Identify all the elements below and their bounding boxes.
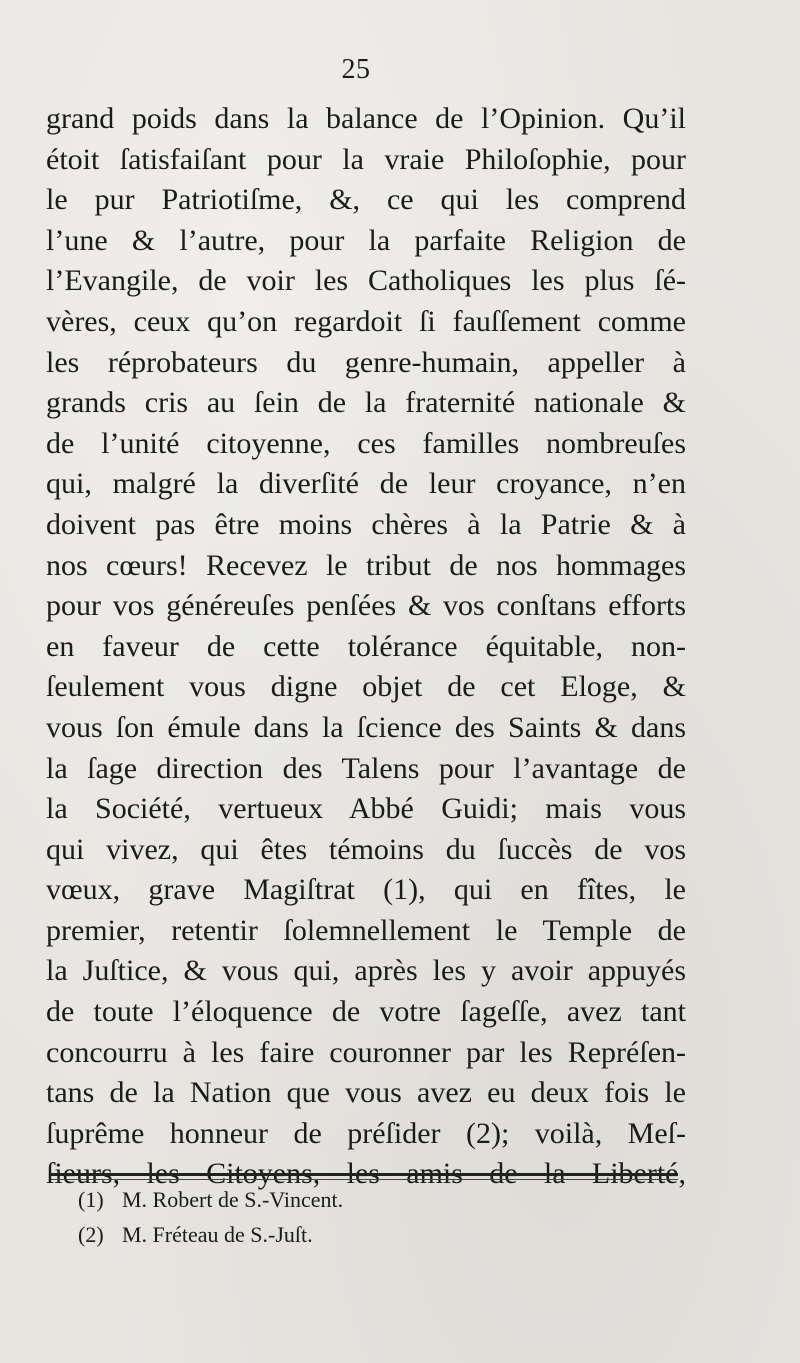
text-line: étoit ſatisfaiſant pour la vraie Philoſophie, pour bbox=[46, 142, 686, 176]
text-line: la Société, vertueux Abbé Guidi; mais vous bbox=[46, 792, 686, 826]
text-line: ſeulement vous digne objet de cet Eloge, & bbox=[46, 670, 686, 704]
footnote-marker: (2) bbox=[78, 1222, 104, 1247]
text-line: premier, retentir ſolemnellement le Temple de bbox=[46, 913, 686, 947]
text-line: vous ſon émule dans la ſcience des Saints & dans bbox=[46, 710, 686, 744]
footnote-text: M. Fréteau de S.-Juſt. bbox=[122, 1222, 313, 1247]
footnote-rule bbox=[50, 1173, 678, 1176]
footnotes bbox=[78, 1182, 498, 1252]
footnote-2 bbox=[78, 1217, 498, 1252]
text-line: de l’unité citoyenne, ces familles nombreuſes bbox=[46, 426, 686, 460]
text-line: l’Evangile, de voir les Catholiques les plus ſé- bbox=[46, 264, 686, 298]
page-number: 25 bbox=[341, 54, 371, 85]
text-line: pour vos généreuſes penſées & vos conſtans efforts bbox=[46, 589, 686, 623]
footnote-1 bbox=[78, 1182, 498, 1217]
text-line: en faveur de cette tolérance équitable, non- bbox=[46, 629, 686, 663]
text-line: grand poids dans la balance de l’Opinion. Qu’il bbox=[46, 102, 686, 135]
body-text bbox=[46, 99, 686, 1195]
text-line: nos cœurs! Recevez le tribut de nos hommages bbox=[46, 548, 686, 582]
text-line: la Juſtice, & vous qui, après les y avoir appuyés bbox=[46, 954, 686, 988]
footnote-rule-thin bbox=[50, 1179, 678, 1180]
text-line: vœux, grave Magiſtrat (1), qui en fîtes, le bbox=[46, 873, 686, 907]
text-line: la ſage direction des Talens pour l’avantage de bbox=[46, 751, 686, 785]
text-line: ſieurs, les Citoyens, les amis de la Liberté, bbox=[46, 1157, 686, 1191]
text-line: vères, ceux qu’on regardoit ſi fauſſement comme bbox=[46, 304, 686, 338]
text-line: ſuprême honneur de préſider (2); voilà, Meſ- bbox=[46, 1116, 686, 1150]
text-line: l’une & l’autre, pour la parfaite Religion de bbox=[46, 223, 686, 257]
footnote-marker: (1) bbox=[78, 1187, 104, 1212]
text-line: les réprobateurs du genre-humain, appeller à bbox=[46, 345, 686, 379]
text-line: le pur Patriotiſme, &, ce qui les comprend bbox=[46, 183, 686, 217]
text-line: doivent pas être moins chères à la Patrie & à bbox=[46, 507, 686, 541]
text-line: qui vivez, qui êtes témoins du ſuccès de vos bbox=[46, 832, 686, 866]
footnote-text: M. Robert de S.-Vincent. bbox=[122, 1187, 344, 1212]
text-line: de toute l’éloquence de votre ſageſſe, avez tant bbox=[46, 995, 686, 1029]
text-line: concourru à les faire couronner par les Repréſen- bbox=[46, 1035, 686, 1069]
text-line: qui, malgré la diverſité de leur croyance, n’en bbox=[46, 467, 686, 501]
text-line: grands cris au ſein de la fraternité nationale & bbox=[46, 386, 686, 420]
text-line: tans de la Nation que vous avez eu deux fois le bbox=[46, 1076, 686, 1110]
